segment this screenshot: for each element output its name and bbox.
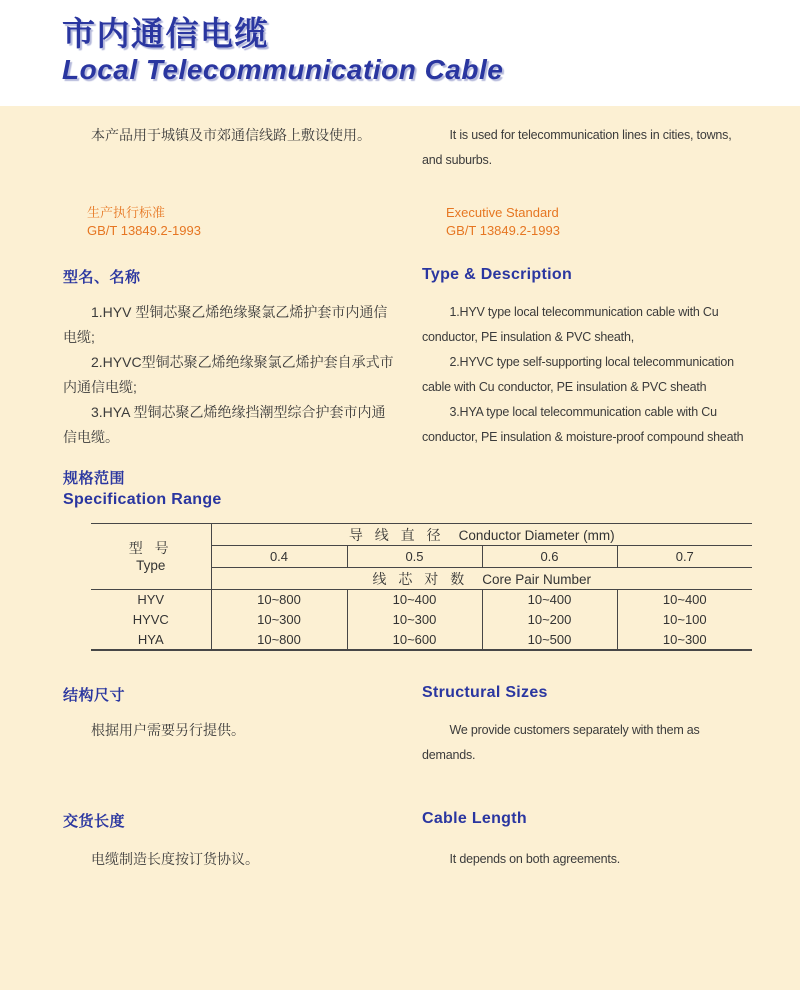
pair-range-cell: 10~600: [347, 630, 482, 650]
intro-section: [63, 123, 753, 173]
spec-heading-en: Specification Range: [63, 491, 222, 508]
cable-type-cell: HYA: [91, 630, 211, 650]
table-header-type-cn: 型 号: [128, 539, 173, 556]
type-item-cn: 3.HYA 型铜芯聚乙烯绝缘挡潮型综合护套市内通信电缆。: [63, 404, 386, 445]
standard-section: [63, 204, 753, 239]
diameter-value: 0.7: [617, 546, 752, 568]
structural-heading-en: Structural Sizes: [422, 683, 548, 701]
length-heading-cn: 交货长度: [63, 812, 126, 830]
length-heading-en: Cable Length: [422, 809, 527, 827]
table-row: [91, 590, 752, 610]
pair-range-cell: 10~400: [347, 590, 482, 610]
standard-label-cn: 生产执行标准: [87, 205, 166, 220]
structural-text-en: We provide customers separately with them as demands.: [422, 722, 700, 762]
pair-range-cell: 10~200: [482, 610, 617, 630]
type-heading-en: Type & Description: [422, 266, 573, 283]
table-header-core-pair: [211, 568, 752, 590]
table-header-type: [91, 524, 211, 590]
intro-text-en: It is used for telecommunication lines in cities, towns, and suburbs.: [422, 128, 732, 167]
structural-section-headings: [63, 684, 753, 705]
conductor-diameter-label-cn: 导 线 直 径: [348, 526, 445, 543]
spec-heading-cn: 规格范围: [63, 470, 126, 487]
type-heading-cn: 型名、名称: [63, 269, 141, 286]
pair-range-cell: 10~400: [617, 590, 752, 610]
table-row-diameter-header: [91, 524, 752, 546]
table-row: [91, 610, 752, 630]
standard-block-en: [422, 204, 753, 239]
specification-table: [91, 523, 752, 651]
diameter-value: 0.4: [211, 546, 347, 568]
length-section-headings: [63, 810, 753, 831]
core-pair-label-en: Core Pair Number: [482, 571, 591, 587]
structural-text-cn: 根据用户需要另行提供。: [91, 721, 245, 738]
table-row: [91, 630, 752, 650]
type-item-cn: 2.HYVC型铜芯聚乙烯绝缘聚氯乙烯护套自承式市内通信电缆;: [63, 354, 394, 395]
pair-range-cell: 10~300: [347, 610, 482, 630]
type-list-en: [422, 300, 753, 450]
page-title-cn: 市内通信电缆: [62, 15, 269, 52]
intro-text-cn: 本产品用于城镇及市郊通信线路上敷设使用。: [91, 127, 371, 143]
table-header-type-en: Type: [136, 557, 166, 573]
pair-range-cell: 10~300: [257, 612, 301, 627]
cable-type-cell: HYVC: [91, 610, 211, 630]
pair-range-cell: 10~800: [257, 592, 301, 608]
type-item-en: 3.HYA type local telecommunication cable with Cu conductor, PE insulation & moisture-proof compound sheath: [422, 405, 744, 444]
type-item-en: 2.HYVC type self-supporting local telecommunication cable with Cu conductor, PE insulation & PVC sheath: [422, 355, 734, 394]
standard-block-cn: [63, 204, 394, 239]
type-item-en: 1.HYV type local telecommunication cable with Cu conductor, PE insulation & PVC sheath,: [422, 305, 719, 344]
page-header: [0, 0, 800, 106]
pair-range-cell: 10~300: [617, 630, 752, 650]
length-section-body: [63, 847, 753, 872]
type-section-lists: [63, 300, 753, 450]
length-text-cn: 电缆制造长度按订货协议。: [91, 850, 259, 867]
page-content: [0, 123, 800, 872]
structural-section-body: [63, 718, 753, 768]
conductor-diameter-label-en: Conductor Diameter (mm): [458, 527, 615, 543]
diameter-value: 0.5: [347, 546, 482, 568]
page-title-en: Local Telecommunication Cable: [62, 54, 504, 86]
pair-range-cell: 10~100: [617, 610, 752, 630]
table-header-conductor-diameter: [211, 524, 752, 546]
pair-range-cell: 10~800: [257, 631, 301, 647]
cable-type-cell: HYV: [91, 590, 211, 610]
core-pair-label-cn: 线 芯 对 数: [372, 570, 469, 587]
structural-heading-cn: 结构尺寸: [63, 686, 126, 704]
standard-label-en: Executive Standard: [446, 205, 559, 220]
pair-range-cell: 10~500: [482, 630, 617, 650]
standard-value-cn: GB/T 13849.2-1993: [87, 223, 201, 238]
spec-section-heading: [63, 468, 753, 510]
standard-value-en: GB/T 13849.2-1993: [446, 223, 560, 238]
diameter-value: 0.6: [482, 546, 617, 568]
type-list-cn: [63, 300, 394, 450]
type-item-cn: 1.HYV 型铜芯聚乙烯绝缘聚氯乙烯护套市内通信电缆;: [63, 304, 388, 345]
type-section-headings: [63, 266, 753, 287]
pair-range-cell: 10~400: [482, 590, 617, 610]
length-text-en: It depends on both agreements.: [449, 851, 621, 866]
